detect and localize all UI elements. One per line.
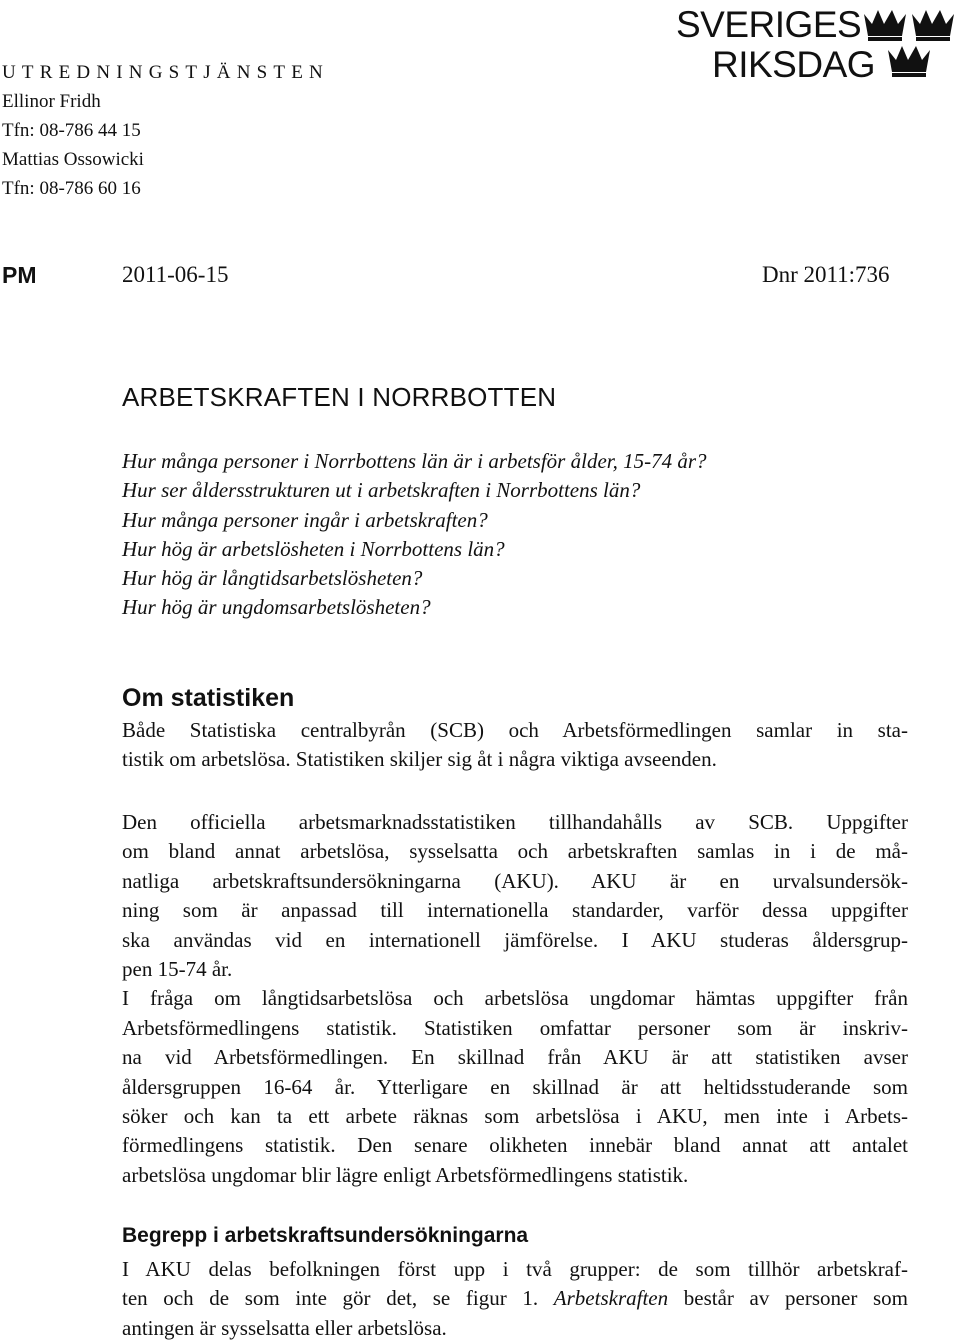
three-crowns-icon bbox=[862, 6, 958, 82]
document-date: 2011-06-15 bbox=[122, 262, 229, 287]
question-item: Hur hög är långtidsarbetslösheten? bbox=[122, 566, 423, 591]
paragraph-line: om bland annat arbetslösa, sysselsatta och arbetskraften samlas in i de må- bbox=[122, 839, 908, 864]
contact-name-1: Ellinor Fridh bbox=[2, 91, 101, 112]
question-item: Hur ser åldersstrukturen ut i arbetskraften i Norrbottens län? bbox=[122, 478, 641, 503]
paragraph-line: ska användas vid en internationell jämförelse. I AKU studeras åldersgrup- bbox=[122, 927, 908, 952]
document-title: ARBETSKRAFTEN I NORRBOTTEN bbox=[122, 382, 557, 412]
paragraph-line: förmedlingens statistik. Den senare olikheten innebär bland annat att antalet bbox=[122, 1133, 908, 1158]
paragraph-line: Den officiella arbetsmarknadsstatistiken tillhandahålls av SCB. Uppgifter bbox=[122, 810, 908, 834]
paragraph-line: I fråga om långtidsarbetslösa och arbetslösa ungdomar hämtas uppgifter från bbox=[122, 986, 908, 1011]
paragraph-line: arbetslösa ungdomar blir lägre enligt Arbetsförmedlingens statistik. bbox=[122, 1162, 689, 1187]
paragraph-line: pen 15-74 år. bbox=[122, 957, 233, 982]
paragraph-begrepp bbox=[122, 1255, 908, 1343]
text-run: ten och de som inte gör det, se figur 1. bbox=[122, 1286, 554, 1311]
logo-line-1: SVERIGES bbox=[676, 4, 862, 45]
question-item: Hur många personer ingår i arbetskraften? bbox=[122, 507, 488, 532]
department-name: UTREDNINGSTJÄNSTEN bbox=[2, 62, 329, 83]
contact-name-2: Mattias Ossowicki bbox=[2, 149, 144, 170]
question-list bbox=[122, 447, 707, 623]
contact-phone-2: Tfn: 08-786 60 16 bbox=[2, 178, 141, 199]
paragraph-line: åldersgruppen 16-64 år. Ytterligare en skillnad är att heltidsstuderande som bbox=[122, 1074, 908, 1099]
paragraph-line: Arbetsförmedlingens statistik. Statistiken omfattar personer som är inskriv- bbox=[122, 1015, 908, 1040]
riksdag-logo bbox=[676, 4, 958, 85]
emphasized-term: Arbetskraften bbox=[553, 1286, 669, 1311]
paragraph-line: tistik om arbetslösa. Statistiken skiljer sig åt i några viktiga avseenden. bbox=[122, 747, 717, 772]
pm-label: PM bbox=[2, 262, 37, 288]
paragraph-aku bbox=[122, 808, 908, 1190]
question-item: Hur många personer i Norrbottens län är i arbetsför ålder, 15-74 år? bbox=[122, 449, 707, 473]
paragraph-line: ning som är anpassad till internationella standarder, varför dessa uppgifter bbox=[122, 898, 908, 923]
paragraph-line: Både Statistiska centralbyrån (SCB) och Arbetsförmedlingen samlar in sta- bbox=[122, 718, 908, 742]
logo-line-2: RIKSDAG bbox=[712, 44, 876, 85]
paragraph-line: I AKU delas befolkningen först upp i två grupper: de som tillhör arbetskraf- bbox=[122, 1257, 908, 1281]
question-item: Hur hög är arbetslösheten i Norrbottens län? bbox=[122, 536, 505, 561]
paragraph-line: na vid Arbetsförmedlingen. En skillnad från AKU är att statistiken avser bbox=[122, 1045, 908, 1070]
paragraph-line: antingen är sysselsatta eller arbetslösa. bbox=[122, 1315, 447, 1340]
contact-phone-1: Tfn: 08-786 44 15 bbox=[2, 120, 141, 141]
paragraph-line bbox=[122, 1284, 908, 1313]
question-item: Hur hög är ungdomsarbetslösheten? bbox=[122, 595, 431, 620]
paragraph-line: natliga arbetskraftsundersökningarna (AKU). AKU är en urvalsundersök- bbox=[122, 868, 908, 893]
author-block bbox=[2, 58, 329, 203]
section-heading-begrepp: Begrepp i arbetskraftsundersökningarna bbox=[122, 1224, 529, 1247]
section-heading-om-statistiken: Om statistiken bbox=[122, 684, 295, 712]
text-run: består av personer som bbox=[668, 1286, 908, 1311]
document-number: Dnr 2011:736 bbox=[762, 262, 890, 287]
paragraph-line: söker och kan ta ett arbete räknas som arbetslösa i AKU, men inte i Arbets- bbox=[122, 1104, 908, 1129]
paragraph-intro bbox=[122, 716, 908, 775]
